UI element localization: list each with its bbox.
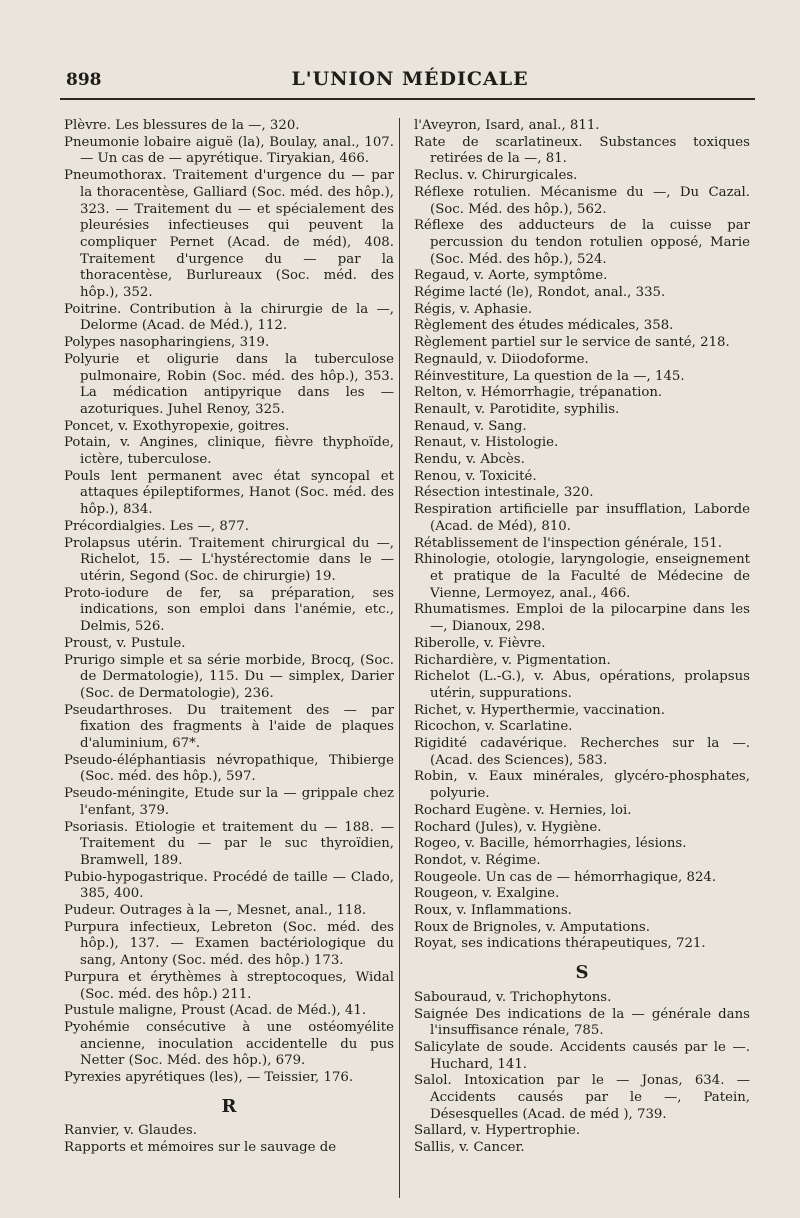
index-entry: Pudeur. Outrages à la —, Mesnet, anal., 118.	[64, 903, 367, 919]
header-rule	[60, 98, 755, 100]
index-entry: Règlement partiel sur le service de santé, 218.	[414, 335, 730, 351]
index-entry: Robin, v. Eaux minérales, glycéro-phosphates, polyurie.	[414, 769, 750, 802]
index-entry: Prolapsus utérin. Traitement chirurgical du —, Richelot, 15. — L'hystérectomie dans le — utérin, Segond (Soc. de chirurgie) 19.	[64, 535, 394, 584]
index-entry: Règlement des études médicales, 358.	[414, 318, 674, 334]
index-entry: l'Aveyron, Isard, anal., 811.	[414, 118, 600, 133]
index-entry: Potain, v. Angines, clinique, fièvre thyphoïde, ictère, tuberculose.	[64, 435, 394, 468]
index-entry: Régime lacté (le), Rondot, anal., 335.	[414, 285, 666, 301]
index-entry: Richardière, v. Pigmentation.	[414, 652, 611, 668]
index-entry: Poitrine. Contribution à la chirurgie de la —, Delorme (Acad. de Méd.), 112.	[64, 301, 394, 334]
index-entry: Pouls lent permanent avec état syncopal et attaques épileptiformes, Hanot (Soc. méd. des hôp.), 834.	[64, 468, 394, 518]
index-entry: Rétablissement de l'inspection générale, 151.	[414, 535, 722, 551]
index-entry: Rendu, v. Abcès.	[414, 452, 525, 468]
index-entry: Réflexe rotulien. Mécanisme du —, Du Cazal. (Soc. Méd. des hôp.), 562.	[414, 184, 750, 217]
index-entry: Rapports et mémoires sur le sauvage de	[64, 1140, 337, 1156]
index-entry: Renou, v. Toxicité.	[414, 468, 537, 484]
index-entry: Salicylate de soude. Accidents causés par le —. Huchard, 141.	[414, 1039, 750, 1072]
index-entry: Psoriasis. Etiologie et traitement du — 188. — Traitement du — par le suc thyroïdien, Bramwell, 189.	[64, 819, 394, 868]
index-entry: Richelot (L.-G.), v. Abus, opérations, prolapsus utérin, suppurations.	[414, 669, 750, 701]
index-entry: Sabouraud, v. Trichophytons.	[414, 989, 612, 1005]
index-entry: Poncet, v. Exothyropexie, goitres.	[64, 418, 290, 434]
index-entry: Pseudarthroses. Du traitement des — par fixation des fragments à l'aide de plaques d'aluminium, 67*.	[64, 702, 394, 752]
index-entry: Renaud, v. Sang.	[414, 418, 527, 434]
index-entry: Résection intestinale, 320.	[414, 485, 594, 501]
index-entry: Rondot, v. Régime.	[414, 852, 541, 868]
index-entry: Renaut, v. Histologie.	[414, 435, 559, 451]
index-entry: Purpura et érythèmes à streptocoques, Widal (Soc. méd. des hôp.) 211.	[64, 969, 394, 1002]
index-entry: Réflexe des adducteurs de la cuisse par percussion du tendon rotulien opposé, Marie (Soc. Méd. des hôp.), 524.	[414, 218, 750, 267]
index-entry: Saignée Des indications de la — générale dans l'insuffisance rénale, 785.	[414, 1006, 750, 1039]
index-entry: Royat, ses indications thérapeutiques, 721.	[414, 936, 706, 952]
index-entry: Roux, v. Inflammations.	[414, 903, 572, 919]
index-entry: Ricochon, v. Scarlatine.	[414, 719, 573, 735]
index-entry: Ranvier, v. Glaudes.	[64, 1123, 197, 1139]
index-entry: Rochard Eugène. v. Hernies, loi.	[414, 802, 632, 818]
index-entry: Précordialgies. Les —, 877.	[64, 518, 249, 534]
index-entry: Proto-iodure de fer, sa préparation, ses indications, son emploi dans l'anémie, etc., Delmis, 526.	[64, 585, 394, 635]
index-entry: Reclus. v. Chirurgicales.	[414, 168, 578, 184]
index-entry: Plèvre. Les blessures de la —, 320.	[64, 118, 300, 133]
index-entry: Rhinologie, otologie, laryngologie, enseignement et pratique de la Faculté de Médecine de Vienne, Lermoyez, anal., 466.	[414, 552, 750, 601]
index-entry: Regnauld, v. Diiodoforme.	[414, 351, 589, 367]
index-entry: Sallard, v. Hypertrophie.	[414, 1123, 581, 1139]
index-entry: Pubio-hypogastrique. Procédé de taille — Clado, 385, 400.	[64, 869, 394, 902]
running-title: L'UNION MÉDICALE	[291, 68, 529, 90]
index-entry: Pseudo-éléphantiasis névropathique, Thibierge (Soc. méd. des hôp.), 597.	[64, 752, 394, 785]
index-entry: Relton, v. Hémorrhagie, trépanation.	[414, 385, 663, 401]
index-entry: Regaud, v. Aorte, symptôme.	[414, 268, 608, 284]
index-entry: Pneumothorax. Traitement d'urgence du — par la thoracentèse, Galliard (Soc. méd. des hôp.), 323. — Traitement du — et spécialement des pleurésies infectieuses qui peuvent la compliquer Pernet (Acad. de méd), 408. Traitement d'urgence du — par la thoracentèse, Burlureaux (Soc. méd. des hôp.), 352.	[64, 168, 394, 301]
index-entry: Pneumonie lobaire aiguë (la), Boulay, anal., 107. — Un cas de — apyrétique. Tiryakian, 466.	[64, 134, 394, 167]
index-entry: Régis, v. Aphasie.	[414, 301, 533, 317]
index-entry: Renault, v. Parotidite, syphilis.	[414, 401, 620, 417]
index-column-left	[64, 118, 394, 1157]
index-entry: Sallis, v. Cancer.	[414, 1140, 525, 1156]
index-entry: Pseudo-méningite, Etude sur la — grippale chez l'enfant, 379.	[64, 786, 394, 818]
index-entry: Rate de scarlatineux. Substances toxiques retirées de la —, 81.	[414, 134, 750, 167]
index-entry: Proust, v. Pustule.	[64, 635, 186, 651]
index-entry: Rochard (Jules), v. Hygiène.	[414, 819, 602, 835]
index-entry: Rogeo, v. Bacille, hémorrhagies, lésions.	[414, 836, 687, 852]
section-letter-r: R	[221, 1095, 237, 1117]
index-entry: Polyurie et oligurie dans la tuberculose pulmonaire, Robin (Soc. méd. des hôp.), 353. La médication antipyrique dans les — azoturiques. Juhel Renoy, 325.	[64, 351, 394, 417]
index-entry: Pustule maligne, Proust (Acad. de Méd.), 41.	[64, 1003, 367, 1019]
section-letter-s: S	[575, 962, 589, 984]
index-entry: Pyohémie consécutive à une ostéomyélite ancienne, inoculation accidentelle du pus Netter (Soc. Méd. des hôp.), 679.	[64, 1019, 394, 1069]
page-number: 898	[66, 70, 102, 90]
index-entry: Rhumatismes. Emploi de la pilocarpine dans les —, Dianoux, 298.	[414, 602, 750, 635]
index-entry: Rigidité cadavérique. Recherches sur la —. (Acad. des Sciences), 583.	[414, 736, 750, 768]
index-entry: Salol. Intoxication par le — Jonas, 634. — Accidents causés par le —, Patein, Désesquelles (Acad. de méd ), 739.	[414, 1073, 750, 1122]
index-entry: Réinvestiture, La question de la —, 145.	[414, 368, 685, 384]
index-entry: Riberolle, v. Fièvre.	[414, 635, 546, 651]
index-column-right	[414, 118, 750, 1157]
index-entry: Rougeon, v. Exalgine.	[414, 886, 560, 902]
index-entry: Prurigo simple et sa série morbide, Brocq, (Soc. de Dermatologie), 115. Du — simplex, Darier (Soc. de Dermatologie), 236.	[64, 652, 394, 701]
page-header	[60, 68, 760, 96]
index-entry: Respiration artificielle par insufflation, Laborde (Acad. de Méd), 810.	[414, 502, 750, 534]
column-divider	[399, 118, 400, 1198]
index-entry: Purpura infectieux, Lebreton (Soc. méd. des hôp.), 137. — Examen bactériologique du sang, Antony (Soc. méd. des hôp.) 173.	[64, 919, 394, 969]
index-entry: Pyrexies apyrétiques (les), — Teissier, 176.	[64, 1070, 354, 1086]
index-entry: Polypes nasopharingiens, 319.	[64, 335, 270, 351]
index-entry: Roux de Brignoles, v. Amputations.	[414, 919, 650, 935]
index-entry: Richet, v. Hyperthermie, vaccination.	[414, 702, 665, 718]
index-entry: Rougeole. Un cas de — hémorrhagique, 824.	[414, 869, 717, 885]
